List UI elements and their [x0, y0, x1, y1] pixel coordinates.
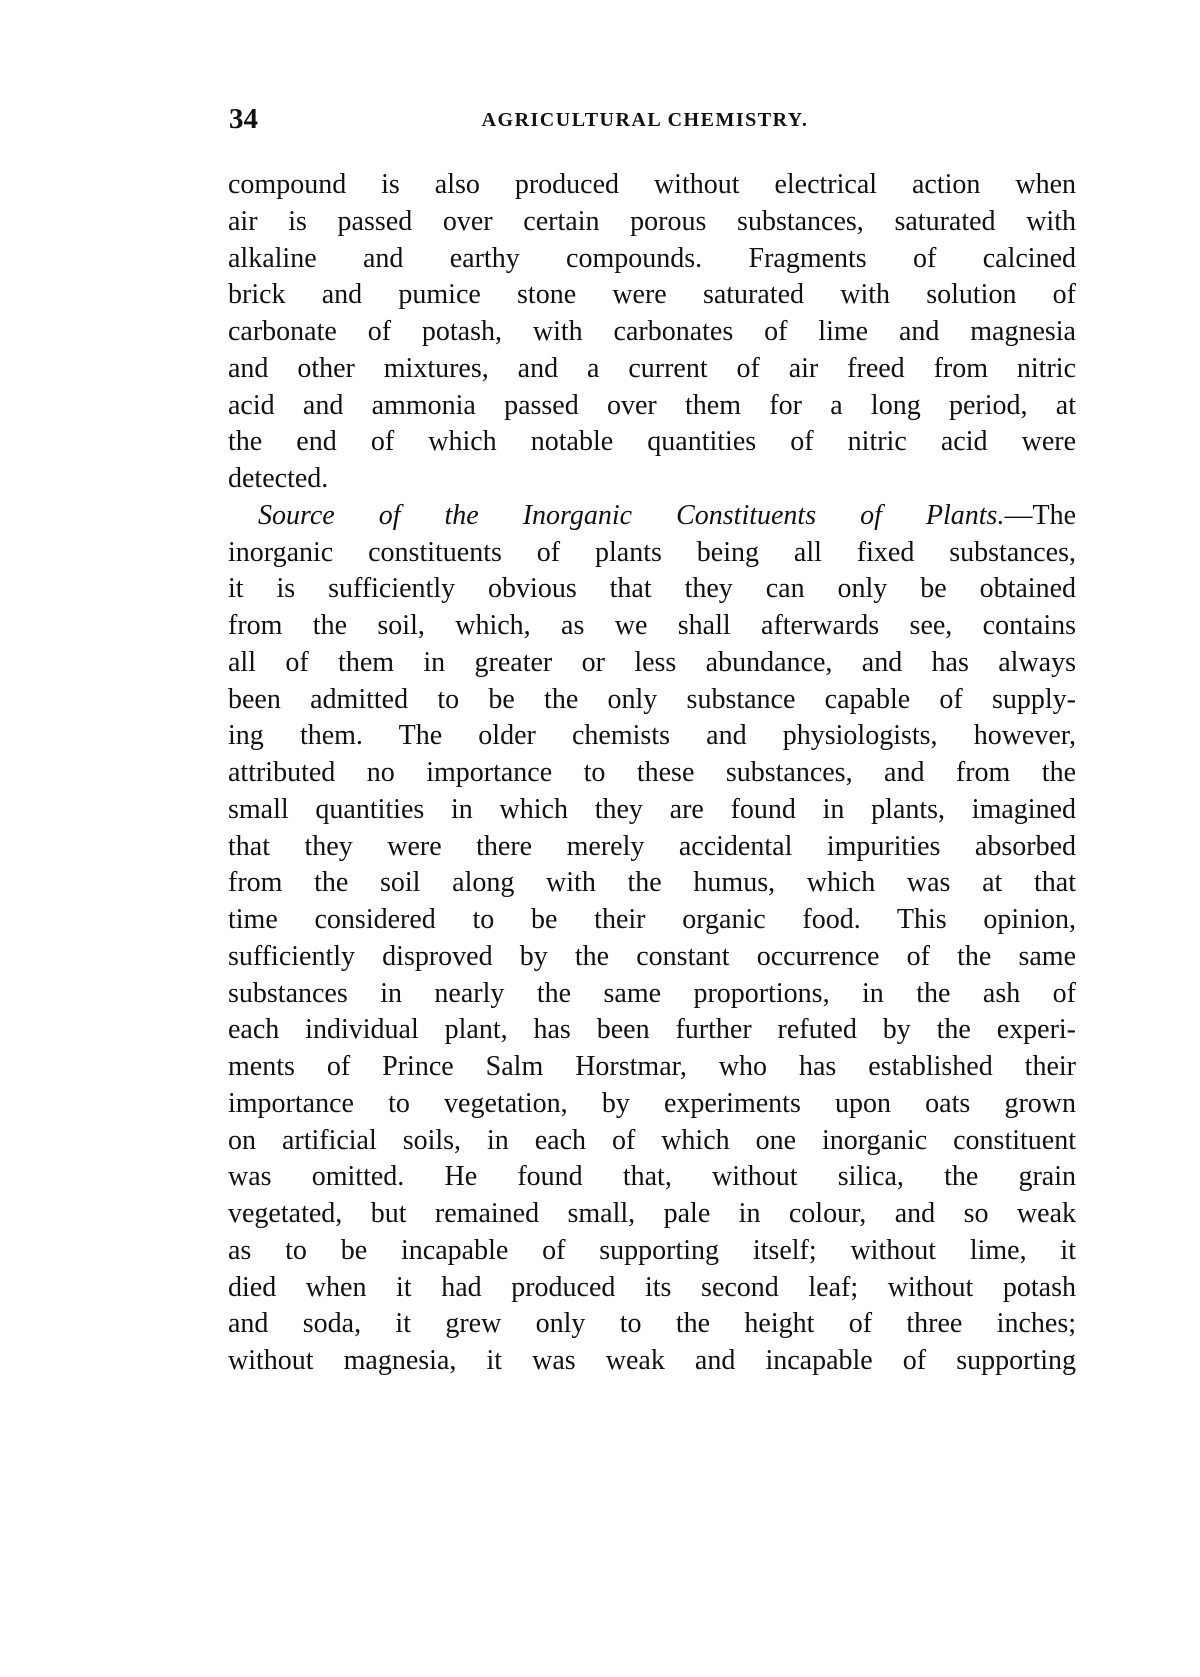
- text-line: [228, 682, 1076, 719]
- body-text: [228, 167, 1076, 1380]
- line-text: —The: [1004, 499, 1076, 531]
- line-text: and other mixtures, and a current of air freed from nitric: [228, 352, 1076, 384]
- text-line: [228, 1270, 1076, 1307]
- text-line: [228, 792, 1076, 829]
- text-line: [228, 1196, 1076, 1233]
- line-text: from the soil along with the humus, which was at that: [228, 867, 1076, 899]
- text-line: [228, 277, 1076, 314]
- line-text: time considered to be their organic food. This opinion,: [228, 904, 1076, 935]
- line-text: each individual plant, has been further refuted by the experi-: [228, 1014, 1076, 1046]
- line-text: brick and pumice stone were saturated with solution of: [228, 279, 1076, 311]
- line-text: ments of Prince Salm Horstmar, who has established their: [228, 1051, 1076, 1082]
- text-line: [228, 1049, 1076, 1086]
- line-text: it is sufficiently obvious that they can only be obtained: [228, 573, 1076, 605]
- line-text: carbonate of potash, with carbonates of lime and magnesia: [228, 316, 1076, 347]
- page-number: 34: [229, 103, 258, 135]
- line-text: died when it had produced its second leaf; without potash: [228, 1271, 1076, 1303]
- text-line: [228, 388, 1076, 425]
- line-text: importance to vegetation, by experiments upon oats grown: [228, 1087, 1076, 1119]
- line-text: attributed no importance to these substances, and from the: [228, 757, 1076, 788]
- text-line: [228, 902, 1076, 939]
- line-text: substances in nearly the same proportions, in the ash of: [228, 977, 1076, 1009]
- text-line: [228, 1012, 1076, 1049]
- line-text: alkaline and earthy compounds. Fragments of calcined: [228, 242, 1076, 274]
- line-text: all of them in greater or less abundance, and has always: [228, 646, 1076, 678]
- text-line: [228, 351, 1076, 388]
- line-text: detected.: [228, 463, 329, 494]
- text-line: [228, 718, 1076, 755]
- text-line: [228, 829, 1076, 866]
- line-text: without magnesia, it was weak and incapable of supporting: [228, 1345, 1076, 1376]
- text-line: [228, 461, 1076, 498]
- text-line: [228, 1086, 1076, 1123]
- line-text: compound is also produced without electrical action when: [228, 169, 1076, 200]
- text-line: [228, 424, 1076, 461]
- text-line: [228, 204, 1076, 241]
- text-line: [228, 1343, 1076, 1380]
- line-text: sufficiently disproved by the constant occurrence of the same: [228, 940, 1076, 972]
- text-line: [228, 1306, 1076, 1343]
- text-line: [228, 498, 1076, 535]
- line-text: from the soil, which, as we shall afterwards see, contains: [228, 610, 1076, 641]
- text-line: [228, 939, 1076, 976]
- line-text: that they were there merely accidental impurities absorbed: [228, 830, 1076, 862]
- text-line: [228, 1159, 1076, 1196]
- text-line: [228, 755, 1076, 792]
- line-text: the end of which notable quantities of nitric acid were: [228, 426, 1076, 458]
- text-line: [228, 571, 1076, 608]
- line-text: small quantities in which they are found in plants, imagined: [228, 793, 1076, 825]
- paragraph: [228, 167, 1076, 498]
- text-line: [228, 1123, 1076, 1160]
- line-text: been admitted to be the only substance capable of supply-: [228, 683, 1076, 715]
- line-text: air is passed over certain porous substances, saturated with: [228, 205, 1076, 237]
- text-line: [228, 241, 1076, 278]
- text-line: [228, 535, 1076, 572]
- line-text: ing them. The older chemists and physiologists, however,: [228, 720, 1076, 752]
- line-text: vegetated, but remained small, pale in colour, and so weak: [228, 1198, 1076, 1229]
- line-text: was omitted. He found that, without silica, the grain: [228, 1161, 1076, 1193]
- text-line: [228, 1233, 1076, 1270]
- running-head: AGRICULTURAL CHEMISTRY.: [481, 109, 809, 131]
- line-text: as to be incapable of supporting itself; without lime, it: [228, 1234, 1076, 1266]
- line-text: acid and ammonia passed over them for a long period, at: [228, 389, 1076, 421]
- paragraph: [228, 498, 1076, 1380]
- text-line: [228, 314, 1076, 351]
- section-heading: Source of the Inorganic Constituents of Plants.: [258, 499, 1005, 531]
- text-line: [228, 865, 1076, 902]
- text-line: [228, 167, 1076, 204]
- text-line: [228, 976, 1076, 1013]
- line-text: and soda, it grew only to the height of three inches;: [228, 1308, 1076, 1340]
- text-line: [228, 608, 1076, 645]
- line-text: inorganic constituents of plants being all fixed substances,: [228, 536, 1076, 568]
- line-text: on artificial soils, in each of which one inorganic constituent: [228, 1124, 1076, 1156]
- text-line: [228, 645, 1076, 682]
